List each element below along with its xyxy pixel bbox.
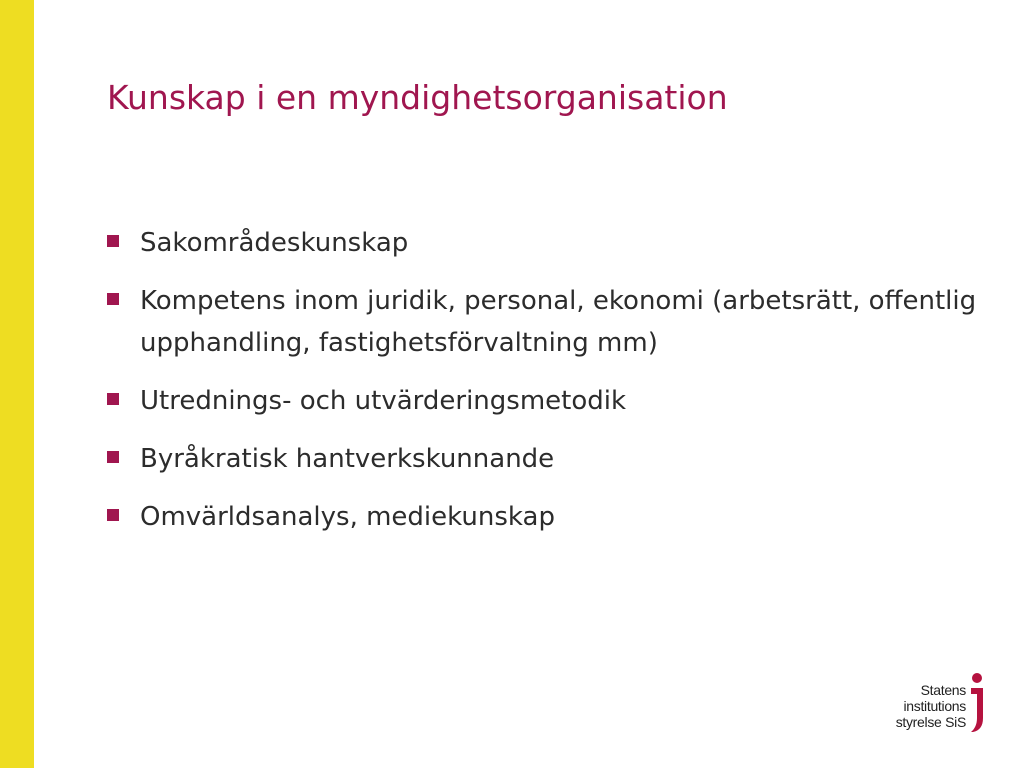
square-bullet-icon — [107, 235, 119, 247]
slide-title: Kunskap i en myndighetsorganisation — [107, 78, 728, 117]
bullet-text: Omvärldsanalys, mediekunskap — [140, 502, 555, 532]
square-bullet-icon — [107, 393, 119, 405]
info-i-logo-icon — [968, 672, 986, 734]
list-item — [107, 380, 987, 422]
list-item — [107, 438, 987, 480]
side-accent-bar — [0, 0, 34, 768]
list-item — [107, 222, 987, 264]
bullet-text: Kompetens inom juridik, personal, ekonomi (arbetsrätt, offentlig upphandling, fastighetsförvaltning mm) — [140, 286, 977, 358]
bullet-list — [107, 222, 987, 554]
square-bullet-icon — [107, 451, 119, 463]
logo-wordmark — [896, 682, 966, 730]
logo-line: institutions — [903, 698, 966, 714]
bullet-text: Sakområdeskunskap — [140, 228, 409, 258]
logo-line: styrelse SiS — [895, 714, 966, 730]
list-item — [107, 496, 987, 538]
bullet-text: Byråkratisk hantverkskunnande — [140, 444, 555, 474]
bullet-text: Utrednings- och utvärderingsmetodik — [140, 386, 627, 416]
sis-logo — [890, 672, 990, 736]
square-bullet-icon — [107, 293, 119, 305]
list-item — [107, 280, 987, 364]
square-bullet-icon — [107, 509, 119, 521]
logo-line: Statens — [920, 682, 966, 698]
